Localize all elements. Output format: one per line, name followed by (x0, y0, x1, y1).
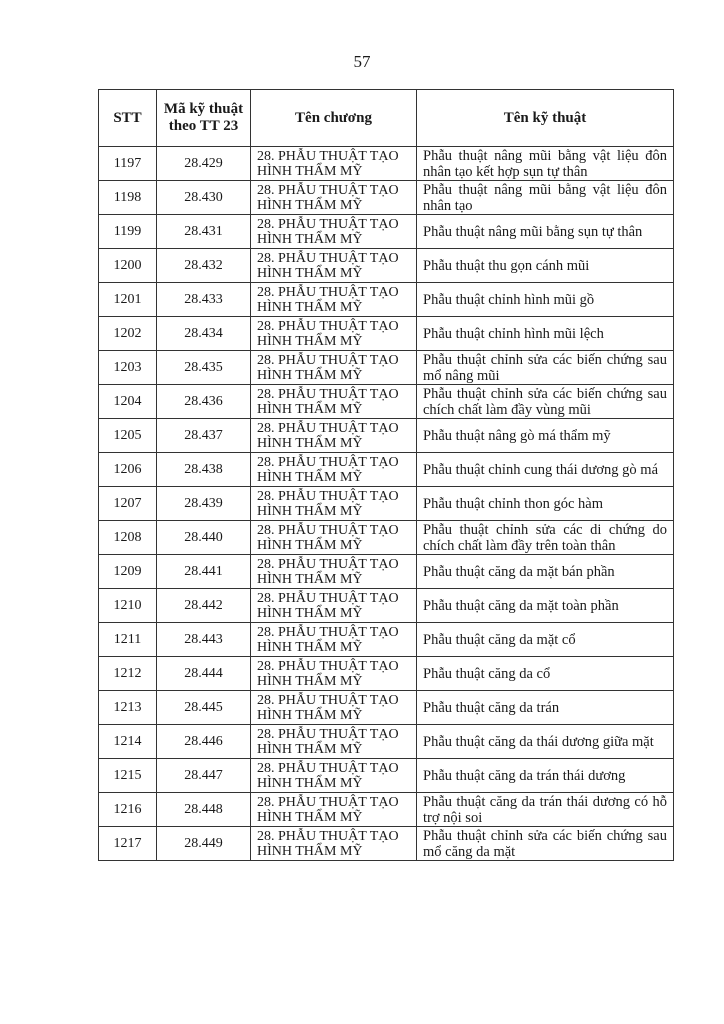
cell-technique: Phẫu thuật chỉnh hình mũi gồ (417, 283, 674, 317)
header-stt: STT (99, 90, 157, 147)
cell-technique: Phẫu thuật căng da mặt bán phần (417, 555, 674, 589)
cell-code: 28.429 (157, 147, 251, 181)
cell-stt: 1205 (99, 419, 157, 453)
cell-technique: Phẫu thuật căng da mặt cổ (417, 623, 674, 657)
header-technique: Tên kỹ thuật (417, 90, 674, 147)
cell-chapter: 28. PHẪU THUẬT TẠO HÌNH THẨM MỸ (251, 351, 417, 385)
cell-chapter: 28. PHẪU THUẬT TẠO HÌNH THẨM MỸ (251, 283, 417, 317)
cell-code: 28.438 (157, 453, 251, 487)
cell-chapter: 28. PHẪU THUẬT TẠO HÌNH THẨM MỸ (251, 249, 417, 283)
cell-code: 28.430 (157, 181, 251, 215)
cell-chapter: 28. PHẪU THUẬT TẠO HÌNH THẨM MỸ (251, 487, 417, 521)
cell-stt: 1210 (99, 589, 157, 623)
cell-stt: 1206 (99, 453, 157, 487)
cell-stt: 1200 (99, 249, 157, 283)
cell-stt: 1198 (99, 181, 157, 215)
cell-code: 28.435 (157, 351, 251, 385)
cell-chapter: 28. PHẪU THUẬT TẠO HÌNH THẨM MỸ (251, 793, 417, 827)
cell-technique: Phẫu thuật căng da trán (417, 691, 674, 725)
cell-technique: Phẫu thuật chỉnh cung thái dương gò má (417, 453, 674, 487)
cell-code: 28.448 (157, 793, 251, 827)
table-row (99, 623, 674, 657)
cell-technique: Phẫu thuật chỉnh sửa các biến chứng sau mổ căng da mặt (417, 827, 674, 861)
cell-code: 28.440 (157, 521, 251, 555)
cell-stt: 1217 (99, 827, 157, 861)
cell-technique: Phẫu thuật chỉnh sửa các biến chứng sau mổ nâng mũi (417, 351, 674, 385)
table-row (99, 249, 674, 283)
cell-code: 28.432 (157, 249, 251, 283)
cell-technique: Phẫu thuật nâng mũi bằng vật liệu đôn nhân tạo (417, 181, 674, 215)
cell-technique: Phẫu thuật căng da trán thái dương có hỗ trợ nội soi (417, 793, 674, 827)
cell-chapter: 28. PHẪU THUẬT TẠO HÌNH THẨM MỸ (251, 691, 417, 725)
cell-chapter: 28. PHẪU THUẬT TẠO HÌNH THẨM MỸ (251, 827, 417, 861)
cell-stt: 1197 (99, 147, 157, 181)
table-body (99, 147, 674, 861)
cell-technique: Phẫu thuật nâng mũi bằng vật liệu đôn nhân tạo kết hợp sụn tự thân (417, 147, 674, 181)
table-row (99, 317, 674, 351)
cell-stt: 1216 (99, 793, 157, 827)
table-row (99, 555, 674, 589)
cell-code: 28.437 (157, 419, 251, 453)
table-row (99, 453, 674, 487)
table-row (99, 419, 674, 453)
cell-chapter: 28. PHẪU THUẬT TẠO HÌNH THẨM MỸ (251, 521, 417, 555)
table-row (99, 147, 674, 181)
cell-chapter: 28. PHẪU THUẬT TẠO HÌNH THẨM MỸ (251, 589, 417, 623)
cell-code: 28.449 (157, 827, 251, 861)
cell-chapter: 28. PHẪU THUẬT TẠO HÌNH THẨM MỸ (251, 147, 417, 181)
cell-code: 28.446 (157, 725, 251, 759)
cell-chapter: 28. PHẪU THUẬT TẠO HÌNH THẨM MỸ (251, 419, 417, 453)
table-row (99, 215, 674, 249)
cell-chapter: 28. PHẪU THUẬT TẠO HÌNH THẨM MỸ (251, 555, 417, 589)
table-row (99, 827, 674, 861)
table-row (99, 691, 674, 725)
cell-technique: Phẫu thuật căng da mặt toàn phần (417, 589, 674, 623)
cell-stt: 1208 (99, 521, 157, 555)
cell-stt: 1214 (99, 725, 157, 759)
cell-stt: 1213 (99, 691, 157, 725)
cell-code: 28.442 (157, 589, 251, 623)
table-row (99, 351, 674, 385)
cell-stt: 1215 (99, 759, 157, 793)
header-code: Mã kỹ thuật theo TT 23 (157, 90, 251, 147)
table-row (99, 759, 674, 793)
table-row (99, 725, 674, 759)
cell-stt: 1203 (99, 351, 157, 385)
cell-technique: Phẫu thuật chỉnh sửa các di chứng do chích chất làm đầy trên toàn thân (417, 521, 674, 555)
table-row (99, 521, 674, 555)
procedure-table (98, 89, 674, 861)
cell-stt: 1212 (99, 657, 157, 691)
cell-technique: Phẫu thuật nâng gò má thẩm mỹ (417, 419, 674, 453)
cell-code: 28.434 (157, 317, 251, 351)
cell-technique: Phẫu thuật chỉnh thon góc hàm (417, 487, 674, 521)
cell-code: 28.445 (157, 691, 251, 725)
cell-technique: Phẫu thuật căng da thái dương giữa mặt (417, 725, 674, 759)
cell-code: 28.443 (157, 623, 251, 657)
table-row (99, 181, 674, 215)
cell-stt: 1199 (99, 215, 157, 249)
cell-stt: 1201 (99, 283, 157, 317)
table-row (99, 589, 674, 623)
cell-code: 28.431 (157, 215, 251, 249)
cell-chapter: 28. PHẪU THUẬT TẠO HÌNH THẨM MỸ (251, 725, 417, 759)
cell-chapter: 28. PHẪU THUẬT TẠO HÌNH THẨM MỸ (251, 215, 417, 249)
cell-chapter: 28. PHẪU THUẬT TẠO HÌNH THẨM MỸ (251, 759, 417, 793)
table-header-row (99, 90, 674, 147)
cell-code: 28.436 (157, 385, 251, 419)
cell-technique: Phẫu thuật chỉnh sửa các biến chứng sau chích chất làm đầy vùng mũi (417, 385, 674, 419)
cell-chapter: 28. PHẪU THUẬT TẠO HÌNH THẨM MỸ (251, 657, 417, 691)
cell-stt: 1207 (99, 487, 157, 521)
cell-technique: Phẫu thuật thu gọn cánh mũi (417, 249, 674, 283)
table-row (99, 487, 674, 521)
cell-technique: Phẫu thuật căng da trán thái dương (417, 759, 674, 793)
cell-technique: Phẫu thuật căng da cổ (417, 657, 674, 691)
table-row (99, 657, 674, 691)
cell-code: 28.447 (157, 759, 251, 793)
table-row (99, 283, 674, 317)
cell-chapter: 28. PHẪU THUẬT TẠO HÌNH THẨM MỸ (251, 317, 417, 351)
table-row (99, 385, 674, 419)
cell-code: 28.439 (157, 487, 251, 521)
cell-technique: Phẫu thuật chỉnh hình mũi lệch (417, 317, 674, 351)
cell-code: 28.441 (157, 555, 251, 589)
cell-chapter: 28. PHẪU THUẬT TẠO HÌNH THẨM MỸ (251, 453, 417, 487)
header-chapter: Tên chương (251, 90, 417, 147)
cell-code: 28.444 (157, 657, 251, 691)
table-row (99, 793, 674, 827)
page-number: 57 (353, 52, 371, 71)
cell-stt: 1202 (99, 317, 157, 351)
cell-code: 28.433 (157, 283, 251, 317)
cell-chapter: 28. PHẪU THUẬT TẠO HÌNH THẨM MỸ (251, 623, 417, 657)
cell-stt: 1211 (99, 623, 157, 657)
cell-stt: 1209 (99, 555, 157, 589)
cell-technique: Phẫu thuật nâng mũi bằng sụn tự thân (417, 215, 674, 249)
cell-stt: 1204 (99, 385, 157, 419)
cell-chapter: 28. PHẪU THUẬT TẠO HÌNH THẨM MỸ (251, 181, 417, 215)
cell-chapter: 28. PHẪU THUẬT TẠO HÌNH THẨM MỸ (251, 385, 417, 419)
